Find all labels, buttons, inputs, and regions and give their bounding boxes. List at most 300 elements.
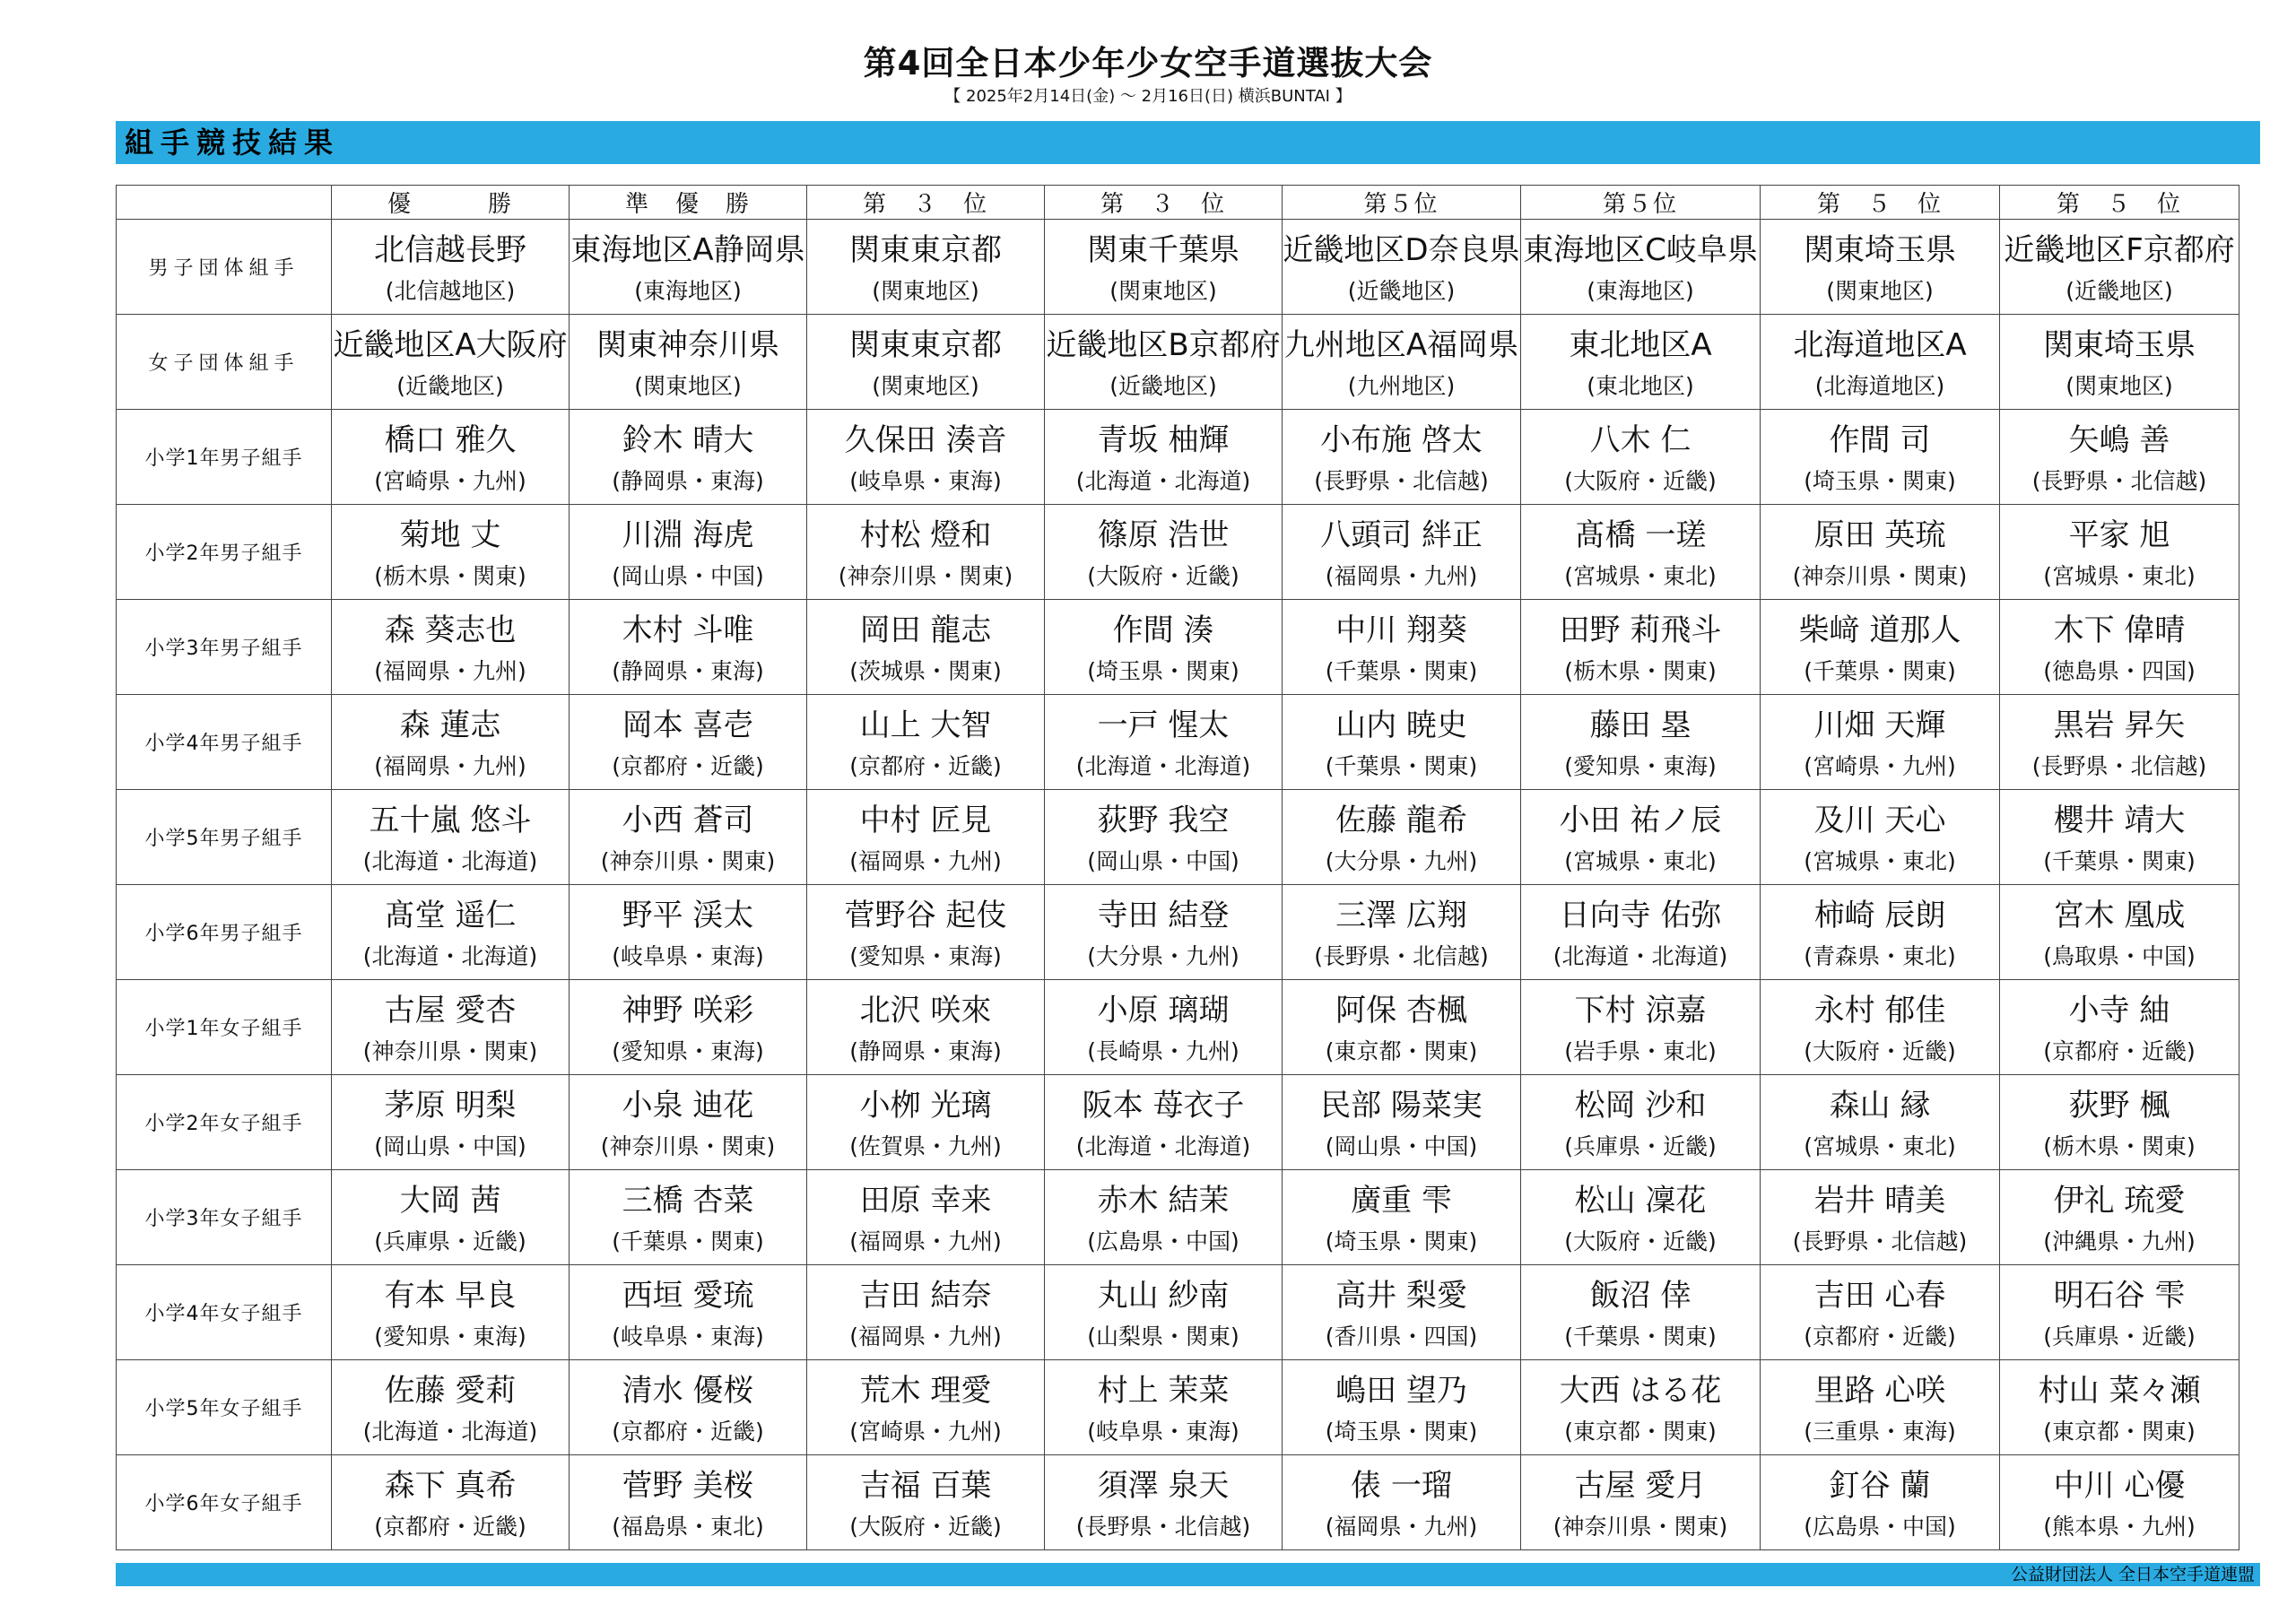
- competitor-name: 阿保 杏楓: [1335, 992, 1467, 1028]
- result-cell: [1283, 410, 1521, 505]
- competitor-affiliation: (大阪府・近畿): [849, 1513, 1002, 1540]
- competitor-affiliation: (神奈川県・関東): [838, 562, 1013, 589]
- result-cell: [1521, 220, 1761, 315]
- row-category: 小学4年男子組手: [117, 695, 332, 790]
- competitor-name: 村上 茉菜: [1097, 1372, 1230, 1409]
- result-cell: [1045, 505, 1283, 600]
- competitor-name: 清水 優桜: [622, 1372, 754, 1409]
- table-header-row: [117, 186, 2239, 220]
- competitor-name: 近畿地区D奈良県: [1283, 231, 1520, 268]
- table-row: [117, 1170, 2239, 1265]
- competitor-affiliation: (佐賀県・九州): [849, 1133, 1002, 1159]
- result-cell: [1283, 1170, 1521, 1265]
- competitor-affiliation: (栃木県・関東): [374, 562, 526, 589]
- competitor-name: 髙橋 一瑳: [1574, 516, 1707, 553]
- results-table: [116, 185, 2239, 1550]
- result-cell: [1045, 1455, 1283, 1550]
- competitor-affiliation: (青森県・東北): [1804, 942, 1956, 969]
- competitor-name: 川淵 海虎: [622, 516, 754, 553]
- competitor-name: 日向寺 佑弥: [1559, 897, 1722, 933]
- competitor-name: 西垣 愛琉: [622, 1277, 754, 1314]
- result-cell: [807, 505, 1045, 600]
- result-cell: [807, 315, 1045, 410]
- competitor-affiliation: (埼玉県・関東): [1325, 1418, 1478, 1445]
- result-cell: [570, 1360, 807, 1455]
- competitor-affiliation: (北海道・北海道): [1075, 752, 1251, 779]
- competitor-name: 中村 匠見: [859, 802, 992, 838]
- competitor-name: 小西 蒼司: [622, 802, 754, 838]
- competitor-name: 荒木 理愛: [859, 1372, 992, 1409]
- result-cell: [1045, 885, 1283, 980]
- competitor-affiliation: (福岡県・九州): [849, 1228, 1002, 1254]
- competitor-name: 永村 郁佳: [1813, 992, 1946, 1028]
- competitor-affiliation: (宮城県・東北): [2043, 562, 2196, 589]
- competitor-affiliation: (宮城県・東北): [1804, 847, 1956, 874]
- competitor-affiliation: (宮崎県・九州): [849, 1418, 1002, 1445]
- competitor-affiliation: (東京都・関東): [1325, 1037, 1478, 1064]
- result-cell: [2000, 1455, 2239, 1550]
- competitor-affiliation: (兵庫県・近畿): [1564, 1133, 1717, 1159]
- competitor-affiliation: (埼玉県・関東): [1325, 1228, 1478, 1254]
- result-cell: [1761, 600, 2000, 695]
- result-cell: [332, 315, 570, 410]
- result-cell: [1761, 980, 2000, 1075]
- result-cell: [807, 1075, 1045, 1170]
- competitor-affiliation: (福岡県・九州): [374, 752, 526, 779]
- competitor-name: 民部 陽菜実: [1320, 1087, 1483, 1124]
- competitor-name: 東海地区A静岡県: [570, 231, 805, 268]
- column-header-fifth-place: 第 ５ 位: [2000, 186, 2239, 220]
- result-cell: [2000, 315, 2239, 410]
- competitor-name: 菅野 美桜: [622, 1467, 754, 1504]
- row-category: 男子団体組手: [117, 220, 332, 315]
- competitor-name: 菊地 丈: [399, 516, 501, 553]
- result-cell: [1521, 1075, 1761, 1170]
- footer-bar: [116, 1563, 2260, 1586]
- competitor-affiliation: (北海道・北海道): [1552, 942, 1728, 969]
- result-cell: [1761, 315, 2000, 410]
- competitor-affiliation: (千葉県・関東): [2043, 847, 2196, 874]
- result-cell: [2000, 505, 2239, 600]
- competitor-name: 吉田 結奈: [859, 1277, 992, 1314]
- competitor-name: 八木 仁: [1589, 421, 1692, 458]
- competitor-affiliation: (関東地区): [1826, 277, 1934, 304]
- result-cell: [1045, 1075, 1283, 1170]
- competitor-affiliation: (静岡県・東海): [612, 657, 764, 684]
- competitor-name: 中川 心優: [2053, 1467, 2186, 1504]
- result-cell: [1283, 1360, 1521, 1455]
- competitor-affiliation: (関東地区): [634, 372, 742, 399]
- competitor-affiliation: (福岡県・九州): [1325, 562, 1478, 589]
- competitor-affiliation: (東海地区): [634, 277, 742, 304]
- competitor-affiliation: (大阪府・近畿): [1087, 562, 1239, 589]
- competitor-affiliation: (埼玉県・関東): [1804, 467, 1956, 494]
- result-cell: [1521, 1360, 1761, 1455]
- competitor-affiliation: (岡山県・中国): [374, 1133, 526, 1159]
- competitor-name: 髙堂 遥仁: [384, 897, 517, 933]
- competitor-name: 柴﨑 道那人: [1798, 612, 1961, 648]
- competitor-affiliation: (関東地区): [872, 277, 979, 304]
- result-cell: [1045, 315, 1283, 410]
- competitor-affiliation: (栃木県・関東): [2043, 1133, 2196, 1159]
- competitor-name: 廣重 雫: [1351, 1182, 1452, 1219]
- row-category: 小学3年女子組手: [117, 1170, 332, 1265]
- competitor-affiliation: (岐阜県・東海): [612, 942, 764, 969]
- competitor-affiliation: (京都府・近畿): [612, 1418, 764, 1445]
- competitor-name: 東北地区A: [1569, 326, 1712, 363]
- result-cell: [1761, 1360, 2000, 1455]
- row-category: 女子団体組手: [117, 315, 332, 410]
- result-cell: [570, 790, 807, 885]
- competitor-name: 三澤 広翔: [1335, 897, 1467, 933]
- result-cell: [2000, 220, 2239, 315]
- result-cell: [1283, 1075, 1521, 1170]
- column-header-fifth-place: 第５位: [1521, 186, 1761, 220]
- result-cell: [2000, 980, 2239, 1075]
- result-cell: [1283, 695, 1521, 790]
- competitor-name: 田原 幸来: [859, 1182, 992, 1219]
- competitor-name: 八頭司 絆正: [1320, 516, 1483, 553]
- competitor-affiliation: (宮城県・東北): [1564, 847, 1717, 874]
- row-category: 小学1年男子組手: [117, 410, 332, 505]
- competitor-affiliation: (広島県・中国): [1087, 1228, 1239, 1254]
- result-cell: [1045, 1360, 1283, 1455]
- competitor-affiliation: (京都府・近畿): [1804, 1323, 1956, 1350]
- competitor-name: 藤田 塁: [1589, 707, 1692, 743]
- result-cell: [807, 885, 1045, 980]
- competitor-affiliation: (神奈川県・関東): [600, 847, 776, 874]
- competitor-name: 北海道地区A: [1793, 326, 1967, 363]
- result-cell: [2000, 1170, 2239, 1265]
- competitor-affiliation: (長野県・北信越): [1314, 467, 1489, 494]
- result-cell: [1045, 410, 1283, 505]
- column-header-third-place: 第 ３ 位: [1045, 186, 1283, 220]
- competitor-name: 里路 心咲: [1813, 1372, 1946, 1409]
- competitor-affiliation: (神奈川県・関東): [1792, 562, 1968, 589]
- competitor-name: 櫻井 靖大: [2053, 802, 2186, 838]
- result-cell: [2000, 1360, 2239, 1455]
- result-cell: [807, 600, 1045, 695]
- result-cell: [332, 1360, 570, 1455]
- competitor-name: 黒岩 昇矢: [2053, 707, 2186, 743]
- competitor-affiliation: (栃木県・関東): [1564, 657, 1717, 684]
- result-cell: [1283, 980, 1521, 1075]
- competitor-affiliation: (東海地区): [1587, 277, 1694, 304]
- table-row: [117, 505, 2239, 600]
- competitor-affiliation: (兵庫県・近畿): [374, 1228, 526, 1254]
- result-cell: [570, 1455, 807, 1550]
- result-cell: [332, 1075, 570, 1170]
- competitor-affiliation: (北海道地区): [1814, 372, 1945, 399]
- result-cell: [807, 980, 1045, 1075]
- page-title: 第4回全日本少年少女空手道選抜大会: [863, 44, 1433, 82]
- competitor-name: 野平 渓太: [622, 897, 754, 933]
- competitor-name: 古屋 愛杏: [384, 992, 517, 1028]
- result-cell: [1761, 1265, 2000, 1360]
- result-cell: [1283, 505, 1521, 600]
- result-cell: [1521, 410, 1761, 505]
- competitor-affiliation: (北海道・北海道): [362, 942, 538, 969]
- result-cell: [1761, 885, 2000, 980]
- footer-organization: 公益財団法人 全日本空手道連盟: [2010, 1565, 2255, 1584]
- result-cell: [1761, 695, 2000, 790]
- result-cell: [807, 1170, 1045, 1265]
- result-cell: [1283, 600, 1521, 695]
- competitor-name: 東海地区C岐阜県: [1523, 231, 1758, 268]
- competitor-affiliation: (大分県・九州): [1087, 942, 1239, 969]
- competitor-affiliation: (岡山県・中国): [612, 562, 764, 589]
- competitor-name: 平家 旭: [2068, 516, 2170, 553]
- competitor-affiliation: (千葉県・関東): [1325, 752, 1478, 779]
- competitor-affiliation: (茨城県・関東): [849, 657, 1002, 684]
- competitor-affiliation: (京都府・近畿): [374, 1513, 526, 1540]
- result-cell: [1283, 315, 1521, 410]
- result-cell: [332, 1265, 570, 1360]
- competitor-affiliation: (熊本県・九州): [2043, 1513, 2196, 1540]
- competitor-name: 木村 斗唯: [622, 612, 754, 648]
- competitor-name: 田野 莉飛斗: [1559, 612, 1722, 648]
- competitor-affiliation: (静岡県・東海): [849, 1037, 1002, 1064]
- table-row: [117, 790, 2239, 885]
- competitor-name: 赤木 結茉: [1097, 1182, 1230, 1219]
- row-category: 小学6年女子組手: [117, 1455, 332, 1550]
- competitor-name: 関東千葉県: [1087, 231, 1239, 268]
- result-cell: [1761, 410, 2000, 505]
- table-row: [117, 410, 2239, 505]
- competitor-name: 佐藤 龍希: [1335, 802, 1467, 838]
- row-category: 小学5年男子組手: [117, 790, 332, 885]
- competitor-name: 岡本 喜壱: [622, 707, 754, 743]
- competitor-name: 松岡 沙和: [1574, 1087, 1707, 1124]
- competitor-name: 高井 梨愛: [1335, 1277, 1467, 1314]
- result-cell: [1521, 505, 1761, 600]
- result-cell: [570, 1075, 807, 1170]
- competitor-name: 小泉 迪花: [622, 1087, 754, 1124]
- competitor-affiliation: (宮城県・東北): [1564, 562, 1717, 589]
- competitor-affiliation: (宮城県・東北): [1804, 1133, 1956, 1159]
- row-category: 小学5年女子組手: [117, 1360, 332, 1455]
- table-row: [117, 695, 2239, 790]
- result-cell: [807, 695, 1045, 790]
- competitor-name: 北沢 咲來: [859, 992, 992, 1028]
- competitor-affiliation: (長野県・北信越): [2031, 467, 2207, 494]
- competitor-name: 作間 司: [1829, 421, 1931, 458]
- competitor-name: 関東埼玉県: [2043, 326, 2196, 363]
- competitor-name: 北信越長野: [374, 231, 526, 268]
- result-cell: [1521, 1265, 1761, 1360]
- competitor-name: 近畿地区F京都府: [2004, 231, 2235, 268]
- competitor-name: 小原 璃瑚: [1097, 992, 1230, 1028]
- competitor-affiliation: (香川県・四国): [1325, 1323, 1478, 1350]
- result-cell: [332, 410, 570, 505]
- competitor-name: 吉福 百葉: [859, 1467, 992, 1504]
- result-cell: [1521, 1455, 1761, 1550]
- competitor-affiliation: (長野県・北信越): [2031, 752, 2207, 779]
- competitor-affiliation: (福島県・東北): [612, 1513, 764, 1540]
- competitor-affiliation: (北海道・北海道): [362, 1418, 538, 1445]
- competitor-name: 及川 天心: [1813, 802, 1946, 838]
- table-row: [117, 1455, 2239, 1550]
- competitor-name: 吉田 心春: [1813, 1277, 1946, 1314]
- competitor-name: 村山 菜々瀬: [2038, 1372, 2201, 1409]
- competitor-name: 関東東京都: [849, 326, 1002, 363]
- row-category: 小学3年男子組手: [117, 600, 332, 695]
- result-cell: [570, 505, 807, 600]
- competitor-affiliation: (東京都・関東): [1564, 1418, 1717, 1445]
- competitor-name: 釘谷 蘭: [1829, 1467, 1931, 1504]
- result-cell: [1045, 980, 1283, 1075]
- competitor-affiliation: (宮崎県・九州): [374, 467, 526, 494]
- competitor-affiliation: (岐阜県・東海): [612, 1323, 764, 1350]
- competitor-name: 下村 涼嘉: [1574, 992, 1707, 1028]
- competitor-name: 村松 燈和: [859, 516, 992, 553]
- competitor-name: 寺田 結登: [1097, 897, 1230, 933]
- competitor-name: 近畿地区A大阪府: [333, 326, 568, 363]
- result-cell: [2000, 600, 2239, 695]
- result-cell: [1521, 600, 1761, 695]
- competitor-affiliation: (近畿地区): [2066, 277, 2173, 304]
- column-header-third-place: 第 ３ 位: [807, 186, 1045, 220]
- competitor-name: 原田 英琉: [1813, 516, 1946, 553]
- result-cell: [1521, 1170, 1761, 1265]
- competitor-name: 九州地区A福岡県: [1283, 326, 1519, 363]
- competitor-affiliation: (京都府・近畿): [2043, 1037, 2196, 1064]
- row-category: 小学4年女子組手: [117, 1265, 332, 1360]
- result-cell: [807, 790, 1045, 885]
- competitor-affiliation: (宮崎県・九州): [1804, 752, 1956, 779]
- result-cell: [570, 315, 807, 410]
- competitor-affiliation: (長野県・北信越): [1314, 942, 1489, 969]
- competitor-affiliation: (近畿地区): [396, 372, 504, 399]
- competitor-name: 森下 真希: [384, 1467, 517, 1504]
- competitor-affiliation: (東北地区): [1587, 372, 1694, 399]
- competitor-name: 小布施 啓太: [1320, 421, 1483, 458]
- result-cell: [570, 1170, 807, 1265]
- column-header-category: [117, 186, 332, 220]
- result-cell: [570, 980, 807, 1075]
- result-cell: [807, 410, 1045, 505]
- result-cell: [2000, 885, 2239, 980]
- competitor-name: 伊礼 琉愛: [2053, 1182, 2186, 1219]
- competitor-affiliation: (愛知県・東海): [374, 1323, 526, 1350]
- competitor-affiliation: (北海道・北海道): [362, 847, 538, 874]
- competitor-affiliation: (関東地区): [2066, 372, 2173, 399]
- competitor-name: 関東東京都: [849, 231, 1002, 268]
- competitor-affiliation: (近畿地区): [1347, 277, 1456, 304]
- competitor-name: 鈴木 晴大: [622, 421, 754, 458]
- competitor-name: 中川 翔葵: [1335, 612, 1467, 648]
- result-cell: [332, 980, 570, 1075]
- result-cell: [1521, 695, 1761, 790]
- result-cell: [1761, 1455, 2000, 1550]
- competitor-name: 篠原 浩世: [1097, 516, 1230, 553]
- competitor-name: 森 蓮志: [399, 707, 501, 743]
- competitor-name: 森 葵志也: [384, 612, 517, 648]
- competitor-affiliation: (三重県・東海): [1804, 1418, 1956, 1445]
- competitor-affiliation: (京都府・近畿): [849, 752, 1002, 779]
- section-title: 組手競技結果: [125, 126, 341, 160]
- competitor-name: 青坂 柚輝: [1097, 421, 1230, 458]
- competitor-affiliation: (大阪府・近畿): [1564, 1228, 1717, 1254]
- competitor-name: 五十嵐 悠斗: [369, 802, 532, 838]
- competitor-name: 岡田 龍志: [859, 612, 992, 648]
- competitor-name: 岩井 晴美: [1813, 1182, 1946, 1219]
- table-row: [117, 220, 2239, 315]
- competitor-affiliation: (千葉県・関東): [1564, 1323, 1717, 1350]
- result-cell: [1045, 790, 1283, 885]
- competitor-name: 橋口 雅久: [384, 421, 517, 458]
- result-cell: [1761, 790, 2000, 885]
- result-cell: [807, 220, 1045, 315]
- competitor-name: 関東神奈川県: [596, 326, 779, 363]
- competitor-affiliation: (大阪府・近畿): [1564, 467, 1717, 494]
- competitor-name: 川畑 天輝: [1813, 707, 1946, 743]
- competitor-name: 須澤 泉天: [1097, 1467, 1230, 1504]
- competitor-affiliation: (北海道・北海道): [1075, 1133, 1251, 1159]
- competitor-affiliation: (岡山県・中国): [1325, 1133, 1478, 1159]
- result-cell: [570, 885, 807, 980]
- result-cell: [332, 885, 570, 980]
- competitor-affiliation: (神奈川県・関東): [1552, 1513, 1728, 1540]
- competitor-affiliation: (福岡県・九州): [849, 847, 1002, 874]
- result-cell: [1521, 315, 1761, 410]
- result-cell: [570, 600, 807, 695]
- result-cell: [1761, 220, 2000, 315]
- row-category: 小学2年女子組手: [117, 1075, 332, 1170]
- competitor-name: 小田 祐ノ辰: [1559, 802, 1722, 838]
- result-cell: [807, 1265, 1045, 1360]
- competitor-name: 大西 はる花: [1559, 1372, 1722, 1409]
- result-cell: [332, 505, 570, 600]
- competitor-name: 神野 咲彩: [622, 992, 754, 1028]
- competitor-name: 三橋 杏菜: [622, 1182, 754, 1219]
- event-dates-venue: 【 2025年2月14日(金) 〜 2月16日(日) 横浜BUNTAI 】: [944, 87, 1352, 106]
- competitor-affiliation: (山梨県・関東): [1087, 1323, 1239, 1350]
- result-cell: [332, 1170, 570, 1265]
- competitor-affiliation: (愛知県・東海): [1564, 752, 1717, 779]
- result-cell: [1283, 220, 1521, 315]
- competitor-name: 大岡 茜: [399, 1182, 501, 1219]
- row-category: 小学2年男子組手: [117, 505, 332, 600]
- competitor-name: 荻野 我空: [1097, 802, 1230, 838]
- result-cell: [2000, 695, 2239, 790]
- column-header-winner: 優 勝: [332, 186, 570, 220]
- results-body: [117, 220, 2239, 1550]
- competitor-affiliation: (愛知県・東海): [849, 942, 1002, 969]
- competitor-name: 矢嶋 善: [2068, 421, 2170, 458]
- competitor-affiliation: (長崎県・九州): [1087, 1037, 1239, 1064]
- competitor-name: 茅原 明梨: [384, 1087, 517, 1124]
- table-row: [117, 980, 2239, 1075]
- result-cell: [332, 600, 570, 695]
- result-cell: [2000, 1075, 2239, 1170]
- competitor-affiliation: (福岡県・九州): [374, 657, 526, 684]
- competitor-affiliation: (鳥取県・中国): [2043, 942, 2196, 969]
- result-cell: [1045, 1170, 1283, 1265]
- result-cell: [1045, 695, 1283, 790]
- competitor-name: 丸山 紗南: [1097, 1277, 1230, 1314]
- table-row: [117, 1075, 2239, 1170]
- result-cell: [1521, 790, 1761, 885]
- competitor-name: 木下 偉晴: [2053, 612, 2186, 648]
- competitor-affiliation: (埼玉県・関東): [1087, 657, 1239, 684]
- result-cell: [1283, 790, 1521, 885]
- section-header-bar: [116, 121, 2260, 164]
- result-cell: [1045, 1265, 1283, 1360]
- column-header-runner-up: 準 優 勝: [570, 186, 807, 220]
- competitor-affiliation: (京都府・近畿): [612, 752, 764, 779]
- competitor-name: 一戸 惺太: [1097, 707, 1230, 743]
